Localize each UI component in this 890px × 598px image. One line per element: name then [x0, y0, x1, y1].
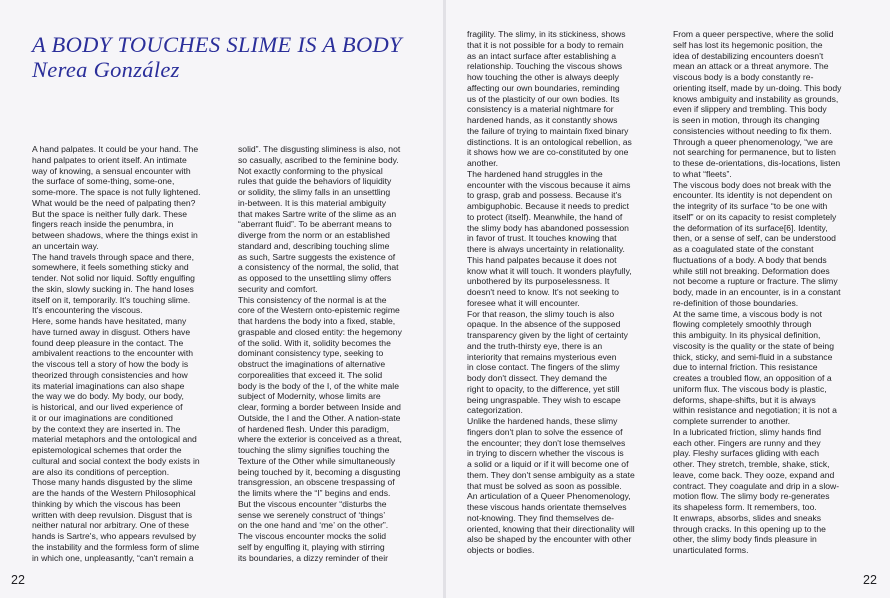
text-line: obstruct the imaginations of alternative	[238, 359, 386, 369]
text-line: due to internal friction. This resistance	[673, 362, 818, 373]
text-line: right to opacity, to the difference, yet still	[467, 383, 620, 394]
text-line: motion flow. The slimy body re-generates	[673, 491, 830, 502]
text-line: fragility. The slimy, in its stickiness, shows	[467, 29, 626, 39]
text-line: that hardens the body into a fixed, stable,	[238, 316, 396, 326]
text-line: as an intact surface after establishing a	[467, 50, 617, 61]
text-line: cultural and social context the body exists in	[32, 455, 200, 466]
text-line: of hardened flesh. Under this paradigm,	[238, 423, 389, 434]
text-line: there is always uncertainty in relationality.	[467, 244, 625, 254]
text-line: each other. Fingers are runny and they	[673, 437, 821, 448]
text-column-1	[32, 144, 220, 576]
text-line: to grasp, grab and possess. Because it's	[467, 190, 622, 201]
text-line: viscous body is a body constantly re-	[673, 72, 814, 82]
text-line: creates a troubled flow, an opposition of a	[673, 373, 832, 383]
text-line: ambiguphobic. Because it needs to predict	[467, 201, 629, 211]
text-line: not searching for permanence, but to listen	[673, 147, 836, 158]
text-line: touching the slimy signifies touching the	[238, 445, 390, 455]
text-line: its boundaries, a dizzy reminder of their	[238, 552, 388, 563]
text-line: transgression, an obscene trespassing of	[238, 477, 395, 488]
text-line: rules that guide the behaviors of liquidity	[238, 176, 392, 187]
text-line: At the same time, a viscous body is not	[673, 308, 823, 319]
text-line: The viscous body does not break with the	[673, 179, 832, 190]
text-line: deforms, shape-shifts, but it is always	[673, 394, 816, 405]
text-line: between shadows, where the things exist in	[32, 230, 198, 240]
text-line: thinking by which the viscous has been	[32, 498, 181, 509]
text-column-4	[673, 29, 863, 574]
text-line: the failure of trying to maintain fixed binary	[467, 125, 629, 136]
text-line: What would be the need of palpating then?	[32, 197, 196, 208]
text-line: This hand palpates because it does not	[467, 254, 617, 265]
article-author: Nerea González	[32, 57, 180, 82]
text-line: in which one, unpleasantly, “can't remain a	[32, 552, 194, 563]
text-line: not become a rupture or fracture. The slimy	[673, 276, 838, 287]
text-line: some-more. The space is not fully lightened.	[32, 187, 201, 197]
text-line: as such, Sartre suggests the existence of	[238, 251, 396, 262]
text-line: the integrity of its surface “to be one with	[673, 201, 828, 211]
text-line: unarticulated forms.	[673, 545, 749, 555]
text-line: then, or a sense of self, can be understood	[673, 233, 836, 244]
text-line: even if slippery and trembling. This body	[673, 104, 827, 115]
text-line: the surface of some-thing, some-one,	[32, 176, 175, 187]
text-line: consistency is a material nightmare for	[467, 104, 614, 115]
text-line: as a coagulated state of the constant	[673, 244, 814, 254]
text-line: re-definition of those boundaries.	[673, 297, 799, 308]
text-line: uniform flux. The viscous body is plastic,	[673, 383, 827, 394]
text-line: or solidity, the slimy falls in an unsettling	[238, 187, 391, 197]
text-line: fingers don't plan to solve the essence of	[467, 426, 623, 437]
page-number-left: 22	[11, 573, 25, 587]
text-line: graspable and closed entity: the hegemony	[238, 326, 402, 337]
text-column-3	[467, 29, 655, 574]
text-line: us of the plasticity of our own bodies. Its	[467, 93, 620, 104]
text-line: leave, come back. They ooze, expand and	[673, 469, 835, 480]
text-line: by the context they are inserted in. The	[32, 423, 181, 434]
text-line: mean an attack or a threat anymore. The	[673, 61, 829, 72]
text-line: It enwraps, absorbs, slides and sneaks	[673, 512, 822, 523]
text-line: have turned away in disgust. Others have	[32, 326, 191, 337]
text-line: know what it will touch. It wonders playfully,	[467, 265, 632, 276]
text-line: and the truth-thirsty eye, there is an	[467, 340, 603, 351]
text-line: other, the slimy body finds pleasure in	[673, 534, 817, 545]
text-line: encounter. Its identity is not dependent on	[673, 190, 833, 201]
text-line: categorization.	[467, 405, 523, 416]
text-line: it shows how we are co-constituted by one	[467, 147, 629, 158]
text-line: oriented, knowing that their directionality will	[467, 523, 635, 534]
text-line: solid”. The disgusting sliminess is also, not	[238, 144, 401, 154]
text-line: sense we serenely construct of ‘things’	[238, 509, 386, 520]
text-line: But the space is neither fully dark. These	[32, 208, 188, 219]
text-line: transparency given by the light of certainty	[467, 330, 628, 340]
text-line: within resistance and negotiation; it is not a	[673, 405, 837, 416]
text-line: body don't dissect. They demand the	[467, 373, 608, 383]
text-line: Those many hands disgusted by the slime	[32, 477, 193, 488]
text-column-2	[238, 144, 426, 576]
text-line: complete surrender to another.	[673, 416, 791, 426]
text-line: them. They don't sense ambiguity as a state	[467, 469, 635, 480]
text-line: consistencies without needing to fix them.	[673, 125, 832, 136]
text-line: play. Fleshy surfaces gliding with each	[673, 448, 820, 459]
text-line: how touching the other is always deeply	[467, 72, 619, 82]
text-line: being ungraspable. They wish to escape	[467, 394, 621, 405]
text-line: security and comfort.	[238, 283, 318, 294]
text-line: flowing completely smoothly through	[673, 319, 812, 330]
text-line: body, made in an encounter, is in a constant	[673, 287, 841, 297]
text-line: the way we do body. My body, our body,	[32, 391, 184, 402]
text-line: is seen in motion, through its changing	[673, 115, 820, 125]
text-line: Here, some hands have hesitated, many	[32, 316, 187, 326]
text-line: the instability and the formless form of slime	[32, 541, 200, 552]
text-line: knows ambiguity and instability as grounds,	[673, 93, 839, 104]
text-line: hardened hands, as it constantly shows	[467, 115, 618, 125]
text-line: in-between. It is this material ambiguity	[238, 197, 387, 208]
text-line: doesn't need to know. It's not seeking to	[467, 287, 619, 297]
text-line: A hand palpates. It could be your hand. The	[32, 144, 199, 154]
text-line: diverge from the norm or an established	[238, 230, 390, 240]
text-line: fluctuations of a body. A body that bends	[673, 254, 827, 265]
text-line: found deep pleasure in the contact. The	[32, 337, 184, 348]
text-line: are also its conditions of perception.	[32, 466, 170, 477]
text-line: orienting itself, made by un-doing. This body	[673, 82, 842, 93]
text-line: encounter with the viscous because it aims	[467, 179, 631, 190]
text-line: self has lost its hegemonic position, the	[673, 39, 823, 50]
text-line: In a lubricated friction, slimy hands find	[673, 426, 822, 437]
text-line: This consistency of the normal is at the	[238, 294, 387, 305]
text-line: thick, sticky, and semi-fluid in a substance	[673, 351, 833, 362]
text-line: in favor of trust. It touches knowing that	[467, 233, 617, 244]
text-line: relationship. Touching the viscous shows	[467, 61, 623, 72]
text-line: dominant consistency type, seeking to	[238, 348, 384, 359]
text-line: “aberrant fluid”. To be aberrant means to	[238, 219, 392, 230]
text-line: the viscous tell a story of how the body is	[32, 359, 189, 369]
text-line: An articulation of a Queer Phenomenology,	[467, 491, 631, 502]
text-line: itself” or on its capacity to resist completely	[673, 211, 837, 222]
text-line: Not exactly conforming to the physical	[238, 165, 383, 176]
text-line: other. They stretch, tremble, shake, stick,	[673, 459, 830, 469]
text-line: Texture of the Other while simultaneously	[238, 455, 396, 466]
text-line: hands is Sartre's, who appears revulsed by	[32, 531, 197, 541]
text-line: But the viscous encounter “disturbs the	[238, 498, 387, 509]
text-line: of the solid. With it, solidity becomes the	[238, 337, 391, 348]
text-line: affecting our own boundaries, reminding	[467, 82, 620, 93]
text-line: contract. They coagulate and drip in a slow-	[673, 480, 840, 491]
text-line: to what “fleets”.	[673, 168, 732, 179]
text-line: to these de-orientations, dis-locations, listen	[673, 158, 841, 168]
text-line: that makes Sartre write of the slime as an	[238, 208, 397, 219]
text-line: hand palpates to orient itself. An intimate	[32, 154, 187, 165]
text-line: that must be solved as soon as possible.	[467, 480, 622, 491]
text-line: From a queer perspective, where the solid	[673, 29, 834, 39]
text-line: corporealities that exceed it. The solid	[238, 369, 383, 380]
text-line: so casually, ascribed to the feminine body.	[238, 154, 399, 165]
text-line: another.	[467, 158, 499, 168]
text-line: the limits where the “I” begins and ends.	[238, 488, 391, 498]
page-number-right: 22	[863, 573, 877, 587]
text-line: while still not breaking. Deformation does	[673, 265, 830, 276]
text-line: this ambiguity. In its physical definition,	[673, 330, 821, 340]
text-line: way of knowing, a sensual encounter with	[32, 165, 191, 176]
text-line: Outside, the I and the Other. A nation-state	[238, 412, 401, 423]
text-line: material metaphors and the ontological and	[32, 434, 197, 445]
text-line: it or our imaginations are conditioned	[32, 412, 173, 423]
text-line: ambivalent reactions to the encounter with	[32, 348, 193, 359]
text-line: Unlike the hardened hands, these slimy	[467, 416, 618, 426]
text-line: objects or bodies.	[467, 545, 535, 555]
text-line: The hardened hand struggles in the	[467, 168, 603, 179]
text-line: subject of Modernity, whose limits are	[238, 391, 381, 402]
text-line: also be shaped by the encounter with other	[467, 534, 632, 545]
text-line: core of the Western onto-epistemic regime	[238, 305, 400, 316]
text-line: its shapeless form. It remembers, too.	[673, 502, 817, 512]
text-line: self by engulfing it, playing with stirring	[238, 541, 385, 552]
text-line: written with deep revulsion. Disgust that is	[32, 509, 193, 520]
text-line: interiority that remains mysterious even	[467, 351, 617, 362]
text-line: clear, forming a border between Inside and	[238, 402, 401, 412]
text-line: through cracks. In this opening up to the	[673, 523, 826, 534]
text-line: standard and, describing touching slime	[238, 240, 390, 251]
text-line: foresee what it will encounter.	[467, 297, 580, 308]
text-line: The viscous encounter mocks the solid	[238, 531, 387, 541]
text-line: tender. Not solid nor liquid. Softly engulfing	[32, 273, 195, 283]
text-line: the slimy body has abandoned possession	[467, 222, 629, 233]
text-line: distinctions. It is an ontological rebellion, as	[467, 136, 632, 147]
text-line: The hand travels through space and there,	[32, 251, 194, 262]
text-line: that it is not possible for a body to remain	[467, 39, 624, 50]
text-line: viscosity is the quality or the state of being	[673, 340, 834, 351]
text-line: to protect (itself). Meanwhile, the hand of	[467, 211, 623, 222]
text-line: is historical, and our lived experience of	[32, 402, 183, 412]
article-title: A BODY TOUCHES SLIME IS A BODY	[32, 32, 402, 57]
text-line: epistemological schemes that order the	[32, 445, 182, 455]
text-line: the encounter; they don't lose themselves	[467, 437, 626, 448]
text-line: in close contact. The fingers of the slimy	[467, 362, 620, 373]
text-line: itself on it, temporarily. It's touching slime.	[32, 294, 191, 305]
text-line: It's encountering the viscous.	[32, 305, 143, 316]
text-line: in trying to discern whether the viscous is	[467, 448, 624, 459]
text-line: are the hands of the Western Philosophical	[32, 488, 196, 498]
text-line: the skin, slowly sucking in. The hand loses	[32, 283, 194, 294]
text-line: unbothered by its purposelessness. It	[467, 276, 610, 287]
text-line: a consistency of the normal, the solid, that	[238, 262, 399, 273]
text-line: idea of destabilizing encounters doesn't	[673, 50, 824, 61]
text-line: as opposed to the unsettling slimy offers	[238, 273, 392, 283]
text-line: a solid or a liquid or if it will become one of	[467, 459, 629, 469]
text-line: its material imaginations can also shape	[32, 380, 185, 391]
text-line: For that reason, the slimy touch is also	[467, 308, 615, 319]
text-line: the deformation of its surface[6]. Identity,	[673, 222, 828, 233]
text-line: fingers reach inside the penumbra, in	[32, 219, 174, 230]
text-line: not-knowing. They find themselves de-	[467, 512, 614, 523]
text-line: these viscous hands orientate themselves	[467, 502, 627, 512]
text-line: an uncertain way.	[32, 240, 99, 251]
text-line: where the exterior is conceived as a threat,	[238, 434, 402, 445]
text-line: Through a queer phenomenology, “we are	[673, 136, 833, 147]
text-line: on the one hand and ‘me’ on the other”.	[238, 520, 389, 531]
text-line: opaque. In the absence of the supposed	[467, 319, 621, 330]
text-line: body is the body of the I, of the white male	[238, 380, 399, 391]
text-line: somewhere, it feels something sticky and	[32, 262, 189, 273]
text-line: being touched by it, becoming a disgusting	[238, 466, 401, 477]
text-line: neither natural nor arbitrary. One of these	[32, 520, 189, 531]
text-line: theorized through consistencies and how	[32, 369, 188, 380]
